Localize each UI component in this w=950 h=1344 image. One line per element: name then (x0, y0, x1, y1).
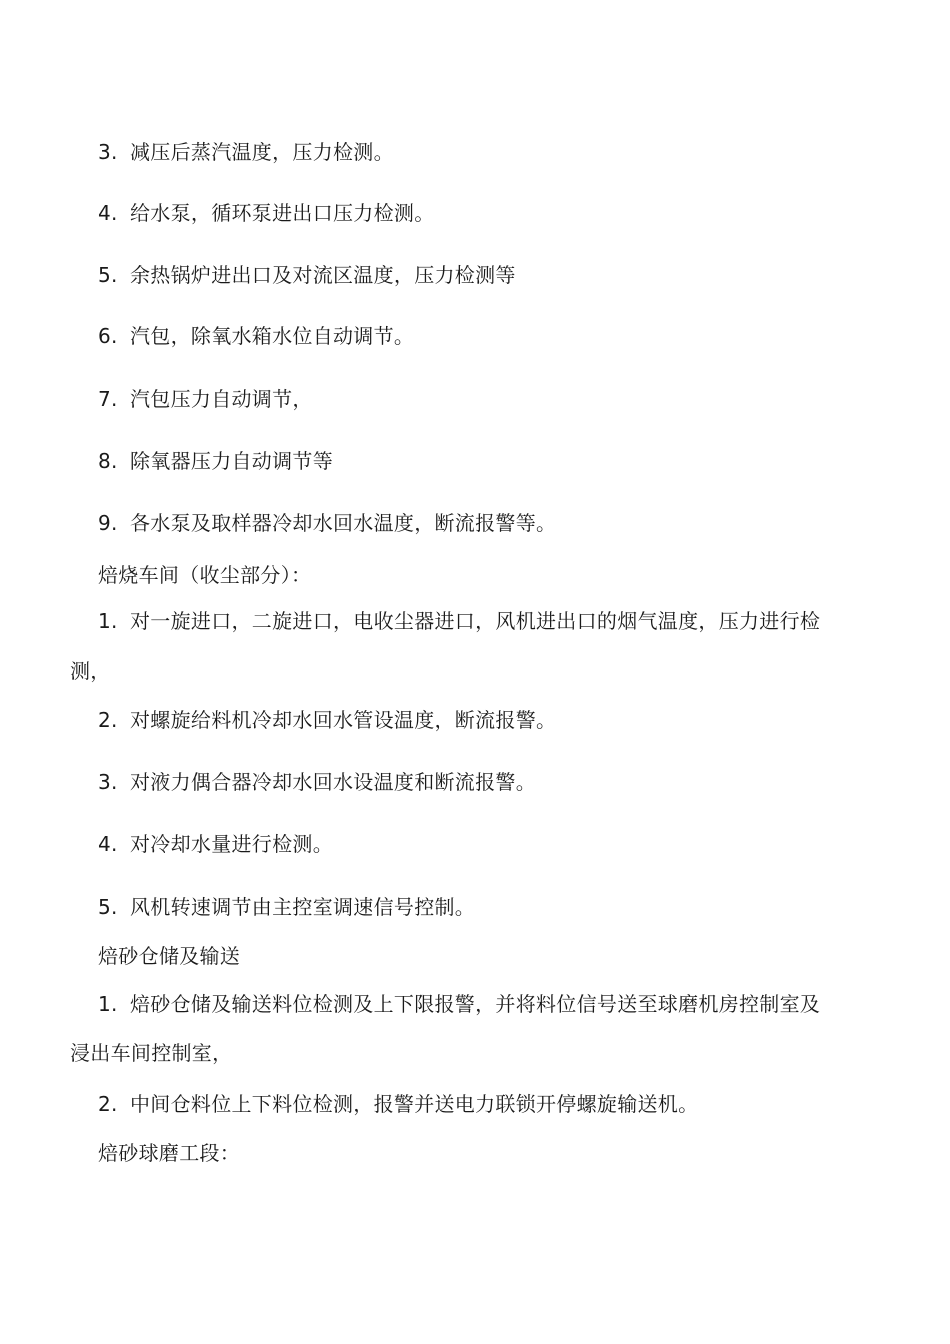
list-item (98, 708, 556, 732)
list-item (98, 770, 536, 794)
item-text: 汽包，除氧水箱水位自动调节。 (130, 324, 415, 348)
list-item (98, 511, 556, 535)
item-number: 2. (98, 1092, 118, 1116)
item-text: 中间仓料位上下料位检测，报警并送电力联锁开停螺旋输送机。 (130, 1092, 699, 1116)
item-number: 1. (98, 992, 118, 1016)
item-number: 2. (98, 708, 118, 732)
item-text: 余热锅炉进出口及对流区温度，压力检测等 (130, 263, 516, 287)
item-number: 8. (98, 449, 118, 473)
item-number: 4. (98, 201, 118, 225)
item-number: 5. (98, 263, 118, 287)
section-heading: 焙砂仓储及输送 (98, 944, 241, 968)
section-heading: 焙烧车间（收尘部分）： (98, 563, 312, 587)
item-number: 6. (98, 324, 118, 348)
item-text: 除氧器压力自动调节等 (130, 449, 333, 473)
item-continuation: 浸出车间控制室， (70, 1041, 233, 1065)
list-item (98, 201, 435, 225)
item-text: 焙砂仓储及输送料位检测及上下限报警，并将料位信号送至球磨机房控制室及 (130, 992, 821, 1016)
item-text: 减压后蒸汽温度，压力检测。 (130, 140, 394, 164)
item-text: 对冷却水量进行检测。 (130, 832, 333, 856)
item-number: 3. (98, 770, 118, 794)
item-text: 对螺旋给料机冷却水回水管设温度，断流报警。 (130, 708, 557, 732)
list-item (98, 387, 313, 411)
item-continuation: 测， (70, 659, 111, 683)
item-text: 对液力偶合器冷却水回水设温度和断流报警。 (130, 770, 536, 794)
list-item (98, 140, 394, 164)
list-item (98, 609, 820, 633)
list-item (98, 1092, 698, 1116)
item-number: 3. (98, 140, 118, 164)
list-item (98, 324, 414, 348)
item-number: 7. (98, 387, 118, 411)
section-heading: 焙砂球磨工段： (98, 1141, 241, 1165)
list-item (98, 992, 820, 1016)
item-text: 各水泵及取样器冷却水回水温度，断流报警等。 (130, 511, 557, 535)
item-number: 1. (98, 609, 118, 633)
list-item (98, 895, 475, 919)
item-text: 给水泵，循环泵进出口压力检测。 (130, 201, 435, 225)
list-item (98, 832, 333, 856)
item-text: 对一旋进口，二旋进口，电收尘器进口，风机进出口的烟气温度，压力进行检 (130, 609, 821, 633)
list-item (98, 263, 516, 287)
item-number: 5. (98, 895, 118, 919)
item-text: 风机转速调节由主控室调速信号控制。 (130, 895, 476, 919)
list-item (98, 449, 333, 473)
item-number: 4. (98, 832, 118, 856)
item-number: 9. (98, 511, 118, 535)
item-text: 汽包压力自动调节， (130, 387, 313, 411)
